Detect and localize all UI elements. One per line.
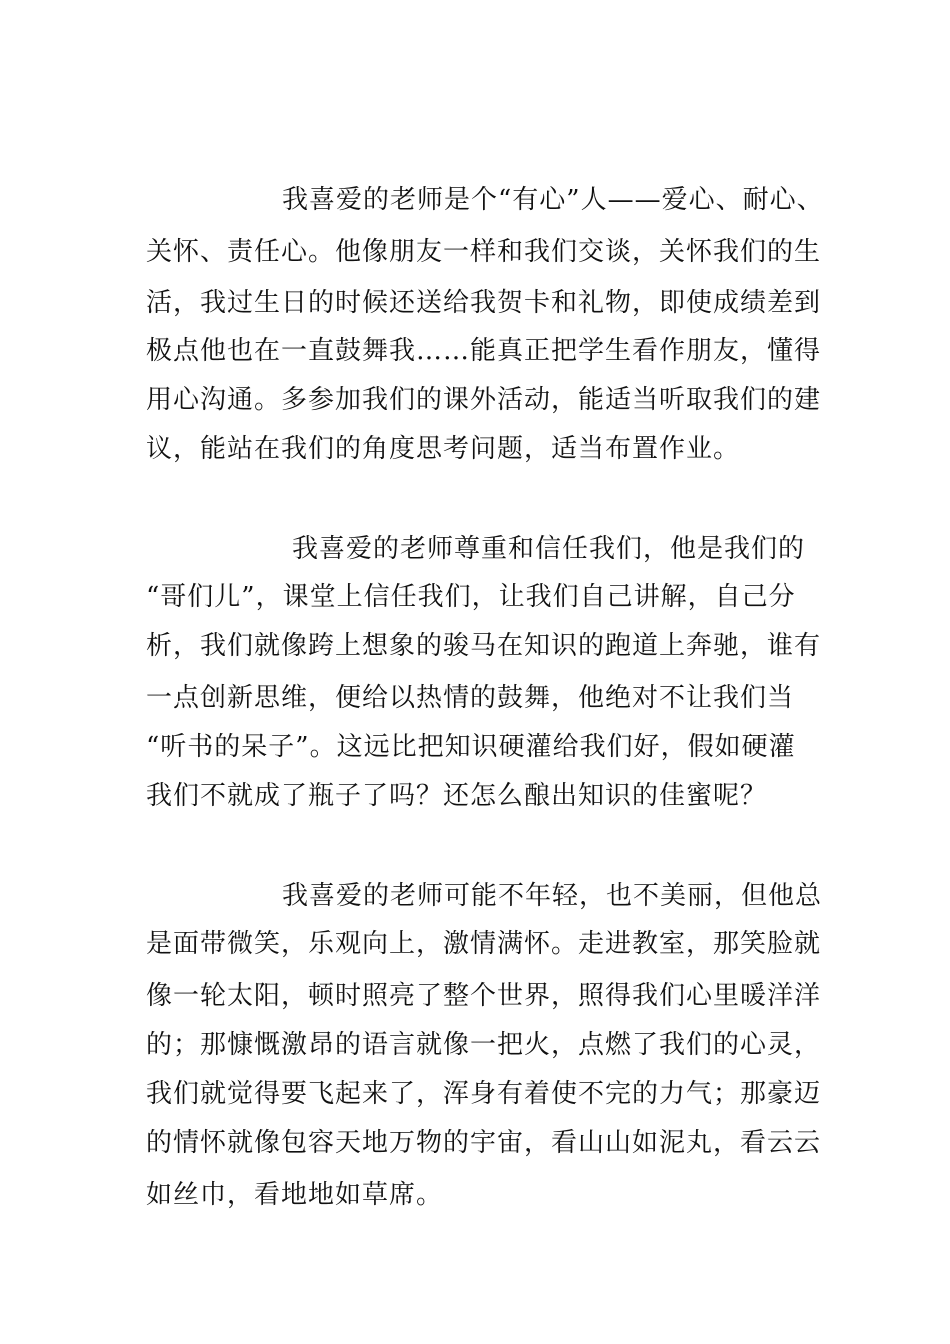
paragraph-2-line-5: “听书的呆子”。这远比把知识硬灌给我们好，假如硬灌	[146, 732, 796, 762]
paragraph-2-line-4: 一点创新思维，便给以热情的鼓舞，他绝对不让我们当	[146, 683, 795, 713]
paragraph-3-line-7: 如丝巾，看地地如草席。	[146, 1180, 444, 1210]
paragraph-3-line-3: 像一轮太阳，顿时照亮了整个世界，照得我们心里暖洋洋	[146, 981, 822, 1011]
paragraph-1-line-3: 活，我过生日的时候还送给我贺卡和礼物，即使成绩差到	[146, 288, 822, 318]
paragraph-1-line-4: 极点他也在一直鼓舞我……能真正把学生看作朋友，懂得	[146, 336, 822, 366]
paragraph-2-line-6: 我们不就成了瓶子了吗？还怎么酿出知识的佳蜜呢？	[146, 781, 768, 811]
paragraph-1-line-2: 关怀、责任心。他像朋友一样和我们交谈，关怀我们的生	[146, 237, 822, 267]
paragraph-2-line-3: 析，我们就像跨上想象的骏马在知识的跑道上奔驰，谁有	[146, 631, 822, 661]
paragraph-3-line-5: 我们就觉得要飞起来了，浑身有着使不完的力气；那豪迈	[146, 1079, 822, 1109]
paragraph-3-line-6: 的情怀就像包容天地万物的宇宙，看山山如泥丸，看云云	[146, 1128, 822, 1158]
paragraph-1-line-5: 用心沟通。多参加我们的课外活动，能适当听取我们的建	[146, 385, 822, 415]
paragraph-1-line-1: 我喜爱的老师是个“有心”人——爱心、耐心、	[282, 185, 824, 215]
paragraph-2-line-2: “哥们儿”，课堂上信任我们，让我们自己讲解，自己分	[146, 582, 796, 612]
paragraph-3-line-2: 是面带微笑，乐观向上，激情满怀。走进教室，那笑脸就	[146, 929, 822, 959]
paragraph-2-line-1: 我喜爱的老师尊重和信任我们，他是我们的	[292, 534, 806, 564]
paragraph-3-line-4: 的；那慷慨激昂的语言就像一把火，点燃了我们的心灵，	[146, 1030, 822, 1060]
paragraph-3-line-1: 我喜爱的老师可能不年轻，也不美丽，但他总	[282, 881, 823, 911]
paragraph-1-line-6: 议，能站在我们的角度思考问题，适当布置作业。	[146, 434, 741, 464]
